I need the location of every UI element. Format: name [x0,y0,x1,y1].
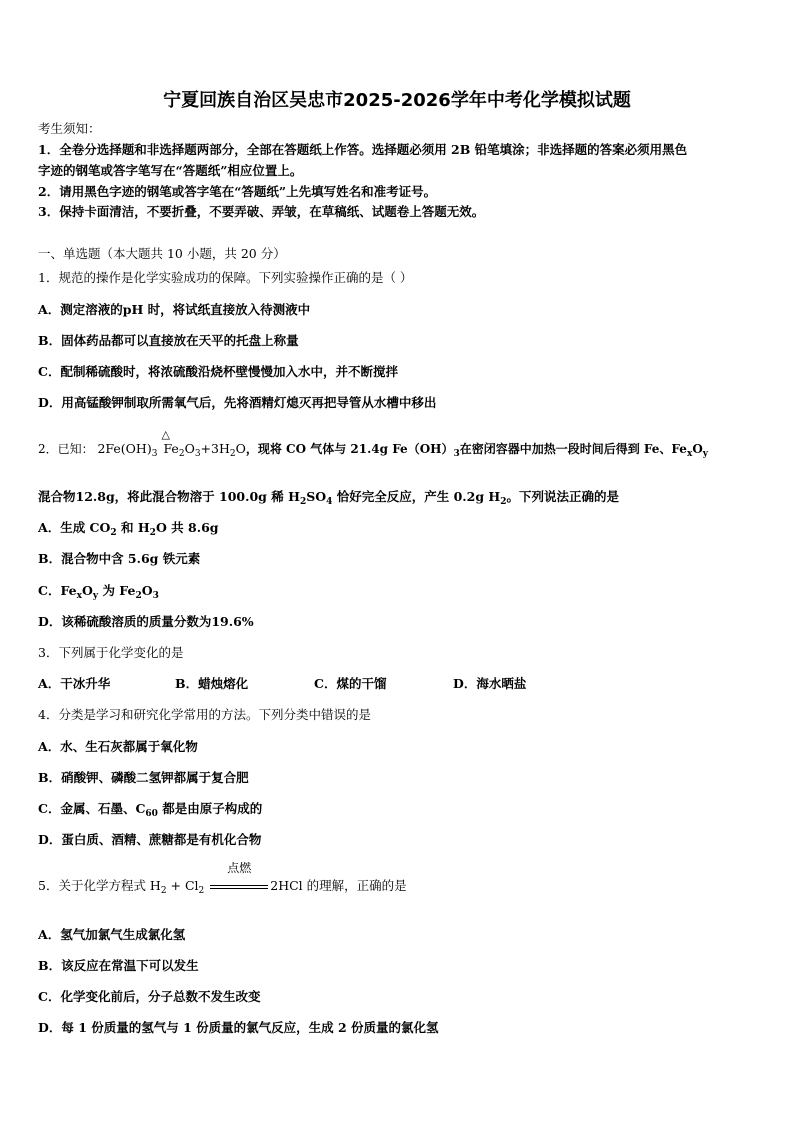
q5-option-d: D．每 1 份质量的氢气与 1 份质量的氯气反应，生成 2 份质量的氯化氢 [38,1020,439,1035]
eq-sub: 2 [229,449,236,459]
q2-sub: 2 [299,497,307,507]
q2-line2-d: 。下列说法正确的是 [506,489,620,504]
q2-equation [97,428,246,459]
q2-sub: x [76,591,82,601]
q5-sub: 2 [160,886,167,896]
q2-a-part: A．生成 CO [38,520,111,535]
q2-stem [38,428,758,459]
heat-symbol: △ [161,428,170,441]
q2-sub: 2 [135,591,142,601]
notice-item-1b: 字迹的钢笔或答字笔写在“答题纸”相应位置上。 [38,163,303,178]
q4-option-b: B．硝酸钾、磷酸二氢钾都属于复合肥 [38,770,249,785]
q5-stem-a: 5．关于化学方程式 H [38,878,161,893]
q2-stem-b: 在密闭容器中加热一段时间后得到 Fe、Fe [459,442,687,456]
q2-c-part: 为 Fe [98,583,136,598]
q4-sub: 60 [145,809,158,819]
q1-option-a: A．测定溶液的pH 时，将试纸直接放入待测液中 [38,302,311,317]
q3-option-b: B．蜡烛熔化 [175,676,249,691]
q1-option-c: C．配制稀硫酸时，将浓硫酸沿烧杯壁慢慢加入水中，并不断搅拌 [38,364,398,379]
q2-sub: 4 [326,497,333,507]
eq-o: O [235,441,246,456]
q5-sub: 2 [198,886,205,896]
q2-a-part: 和 H [116,520,150,535]
q1-option-b: B．固体药品都可以直接放在天平的托盘上称量 [38,333,299,348]
q5-option-c: C．化学变化前后，分子总数不发生改变 [38,989,261,1004]
eq-sub: 2 [178,449,185,459]
eq-o: O [184,441,195,456]
eq-sub: 3 [194,449,201,459]
q2-line2-b: SO [306,489,327,504]
q1-option-d: D．用高锰酸钾制取所需氧气后，先将酒精灯熄灭再把导管从水槽中移出 [38,395,437,410]
eq-left-sub: 3 [151,449,158,459]
q3-option-a: A．干冰升华 [38,676,111,691]
q2-c-part: O [141,583,153,598]
notice-item-2: 2．请用黑色字迹的钢笔或答字笔在“答题纸”上先填写姓名和准考证号。 [38,184,437,199]
q4-option-d: D．蛋白质、酒精、蔗糖都是有机化合物 [38,832,262,847]
q2-sub: 2 [149,528,156,538]
q5-stem [38,861,758,896]
q2-sub: y [702,449,708,459]
notice-item-1a: 1．全卷分选择题和非选择题两部分，全部在答题纸上作答。选择题必须用 2B 铅笔填涂；非选择题的答案必须用黑色 [38,142,688,157]
q2-option-a [38,520,758,536]
q2-option-c [38,583,758,599]
q4-option-c [38,801,758,817]
q2-sub: 3 [453,449,460,459]
q2-option-d: D．该稀硫酸溶质的质量分数为19.6% [38,614,254,629]
q2-stem-line2 [38,489,758,505]
q2-line2-c: 恰好完全反应，产生 0.2g H [332,489,501,504]
q4-option-a: A．水、生石灰都属于氧化物 [38,739,198,754]
q2-o: O [692,442,703,456]
q2-sub: 2 [500,497,507,507]
page-title: 宁夏回族自治区吴忠市2025-2026学年中考化学模拟试题 [163,90,631,111]
q1-stem: 1．规范的操作是化学实验成功的保障。下列实验操作正确的是（ ） [38,270,413,285]
q3-option-d: D．海水晒盐 [453,676,527,691]
q5-stem-c: 2HCl 的理解，正确的是 [270,878,407,893]
q2-line2-a: 混合物12.8g，将此混合物溶于 100.0g 稀 H [38,489,300,504]
q3-option-c: C．煤的干馏 [314,676,387,691]
q2-option-b: B．混合物中含 5.6g 铁元素 [38,551,201,566]
eq-left: 2Fe(OH) [97,441,152,456]
q2-c-part: O [81,583,93,598]
q2-sub: y [92,591,99,601]
q2-a-part: O 共 8.6g [155,520,219,535]
eq-product2: +3H [200,441,230,456]
double-line [210,885,268,889]
q4-c-part: 都是由原子构成的 [157,801,263,816]
heat-arrow [161,428,170,457]
q5-option-a: A．氢气加氯气生成氯化氢 [38,927,186,942]
q2-c-part: C．Fe [38,583,77,598]
q5-option-b: B．该反应在常温下可以发生 [38,958,199,973]
section-heading: 一、单选题（本大题共 10 小题，共 20 分） [38,246,286,261]
q2-prefix: 2．已知： [38,442,94,456]
ignite-label: 点燃 [227,861,252,875]
q2-sub: 2 [110,528,117,538]
eq-product1: Fe [163,441,179,456]
q4-stem: 4．分类是学习和研究化学常用的方法。下列分类中错误的是 [38,707,371,722]
q2-sub: x [686,449,693,459]
q3-stem: 3．下列属于化学变化的是 [38,645,184,660]
q5-stem-b: + Cl [166,878,199,893]
q4-c-part: C．金属、石墨、C [38,801,146,816]
q2-stem-a: ，现将 CO 气体与 21.4g Fe（OH） [245,442,454,456]
ignite-arrow [210,861,268,894]
q2-sub: 3 [152,591,159,601]
notice-heading: 考生须知： [38,121,101,136]
notice-item-3: 3．保持卡面清洁，不要折叠，不要弄破、弄皱，在草稿纸、试题卷上答题无效。 [38,204,485,219]
